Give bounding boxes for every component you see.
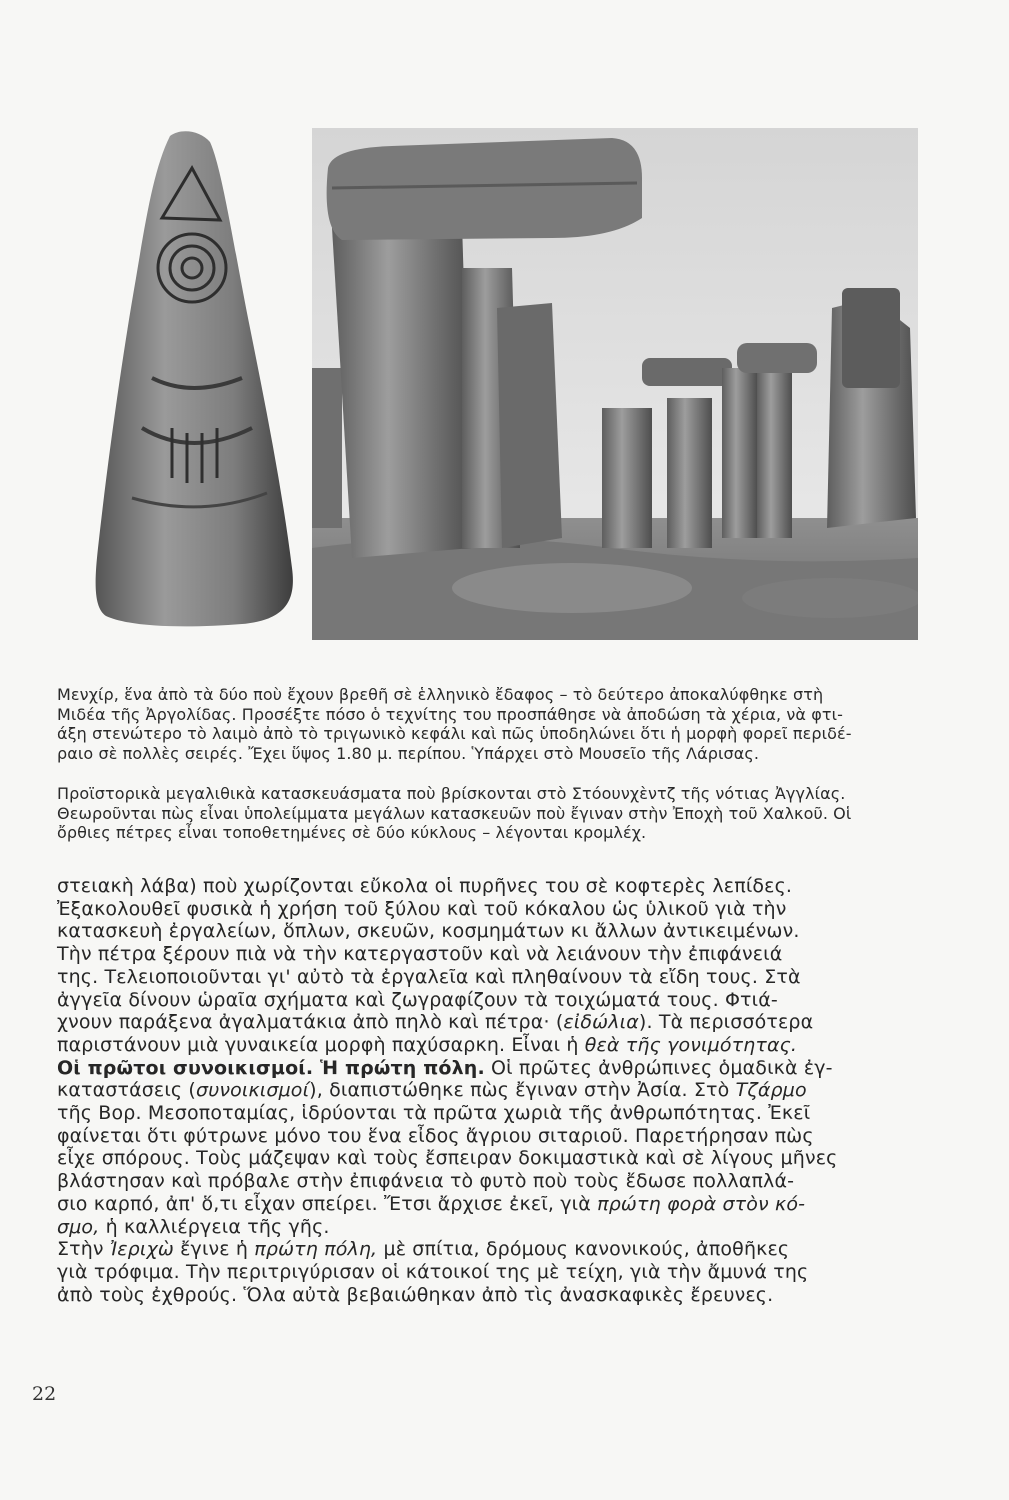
page-number: 22 [32,1383,57,1405]
body-line: τῆς Βορ. Μεσοποταμίας, ἱδρύονται τὰ πρῶτα χωριὰ τῆς ἀνθρωπότητας. Ἐκεῖ [57,1102,811,1125]
body-line: ἀπὸ τοὺς ἐχθρούς. Ὅλα αὐτὰ βεβαιώθηκαν ἀπὸ τὶς ἀνασκαφικὲς ἔρευνες. [57,1283,774,1306]
body-line [57,1079,937,1102]
caption-line: άξη στενώτερο τὸ λαιμὸ ἀπὸ τὸ τριγωνικὸ κεφάλι καὶ πῶς ὑποδηλώνει ὅτι ἡ μορφὴ φορεῖ περιδέ- [57,724,852,743]
text: χνουν παράξενα ἀγαλματάκια ἀπὸ πηλὸ καὶ πέτρα· ( [57,1011,564,1034]
term-first-city: πρώτη πόλη, [254,1238,378,1261]
body-line [57,1193,937,1216]
caption-line: Μενχίρ, ἕνα ἀπὸ τὰ δύο ποὺ ἔχουν βρεθῆ σὲ ἑλληνικὸ ἔδαφος – τὸ δεύτερο ἀποκαλύφθηκε στὴ [57,685,824,704]
term-world: σμο, [57,1215,100,1238]
term-jericho: Ἰεριχὼ [109,1238,174,1261]
caption-line: Προϊστορικὰ μεγαλιθικὰ κατασκευάσματα ποὺ βρίσκονται στὸ Στόουνχὲντζ τῆς νότιας Ἀγγλίας. [57,784,846,803]
body-line: φαίνεται ὅτι φύτρωνε μόνο του ἕνα εἶδος ἄγριου σιταριοῦ. Παρετήρησαν πὼς [57,1124,814,1147]
menhir-caption [57,685,937,763]
text: καταστάσεις ( [57,1079,196,1102]
body-line [57,1216,937,1239]
text: σιο καρπό, ἀπ' ὅ,τι εἶχαν σπείρει. Ἔτσι ἄρχισε ἐκεῖ, γιὰ [57,1192,598,1215]
body-line: κατασκευὴ ἐργαλείων, ὅπλων, σκευῶν, κοσμημάτων κι ἄλλων ἀντικειμένων. [57,920,800,943]
text: ), διαπιστώθηκε πὼς ἔγιναν στὴν Ἀσία. Στὸ [309,1079,736,1102]
text: Οἱ πρῶτες ἀνθρώπινες ὁμαδικὰ ἐγ- [484,1056,833,1079]
text: Στὴν [57,1238,110,1261]
body-line: εἶχε σπόρους. Τοὺς μάζεψαν καὶ τοὺς ἔσπειραν δοκιμαστικὰ καὶ σὲ λίγους μῆνες [57,1147,838,1170]
body-line: βλάστησαν καὶ πρόβαλε στὴν ἐπιφάνεια τὸ φυτὸ ποὺ τοὺς ἔδωσε πολλαπλά- [57,1170,795,1193]
text: παριστάνουν μιὰ γυναικεία μορφὴ παχύσαρκη. Εἶναι ἡ [57,1033,585,1056]
body-line: της. Τελειοποιοῦνται γι' αὐτὸ τὰ ἐργαλεῖα καὶ πληθαίνουν τὰ εἴδη τους. Στὰ [57,965,801,988]
term-fertility-goddess: θεὰ τῆς γονιμότητας. [584,1033,798,1056]
term-first-time: πρώτη φορὰ στὸν κό- [597,1192,806,1215]
body-line: Ἐξακολουθεῖ φυσικὰ ἡ χρήση τοῦ ξύλου καὶ τοῦ κόκαλου ὡς ὑλικοῦ γιὰ τὴν [57,897,787,920]
body-line: Τὴν πέτρα ξέρουν πιὰ νὰ τὴν κατεργαστοῦν καὶ νὰ λειάνουν τὴν ἐπιφάνειά [57,943,783,966]
caption-line: Μιδέα τῆς Ἀργολίδας. Προσέξτε πόσο ὁ τεχνίτης του προσπάθησε νὰ ἀποδώση τὰ χέρια, νὰ φτι- [57,704,844,724]
body-line [57,1034,937,1057]
body-line [57,1238,937,1261]
menhir-stone-body [96,131,293,626]
body-line [57,1011,937,1034]
text: ἡ καλλιέργεια τῆς γῆς. [99,1215,330,1238]
caption-line: ὄρθιες πέτρες εἶναι τοποθετημένες σὲ δύο κύκλους – λέγονται κρομλέχ. [57,823,647,842]
term-jarmo: Τζάρμο [735,1079,807,1102]
stonehenge-caption [57,784,937,843]
body-line: στειακὴ λάβα) ποὺ χωρίζονται εὔκολα οἱ πυρῆνες του σὲ κοφτερὲς λεπίδες. [57,875,793,897]
term-synoikismoi: συνοικισμοί [196,1079,310,1102]
caption-line: ραιο σὲ πολλὲς σειρές. Ἔχει ὕψος 1.80 μ. περίπου. Ὑπάρχει στὸ Μουσεῖο τῆς Λάρισας. [57,743,760,763]
body-line: ἀγγεῖα δίνουν ὡραῖα σχήματα καὶ ζωγραφίζουν τὰ τοιχώματά τους. Φτιά- [57,988,778,1011]
body-line [57,1057,937,1080]
text: ). Τὰ περισσότερα [638,1011,814,1034]
menhir-photo [92,128,300,628]
caption-line: Θεωροῦνται πὼς εἶναι ὑπολείμματα μεγάλων κατασκευῶν ποὺ ἔγιναν στὴν Ἐποχὴ τοῦ Χαλκοῦ. Οἱ [57,803,852,823]
body-line: γιὰ τρόφιμα. Τὴν περιτριγύρισαν οἱ κάτοικοί της μὲ τείχη, γιὰ τὴν ἄμυνά της [57,1260,809,1283]
term-eidolia: εἰδώλια [563,1011,639,1034]
section-heading: Οἱ πρῶτοι συνοικισμοί. Ἡ πρώτη πόλη. [57,1056,485,1079]
stonehenge-photo [312,128,918,640]
text: ἔγινε ἡ [173,1238,255,1261]
text: μὲ σπίτια, δρόμους κανονικούς, ἀποθῆκες [377,1238,790,1261]
body-text [57,875,937,1306]
